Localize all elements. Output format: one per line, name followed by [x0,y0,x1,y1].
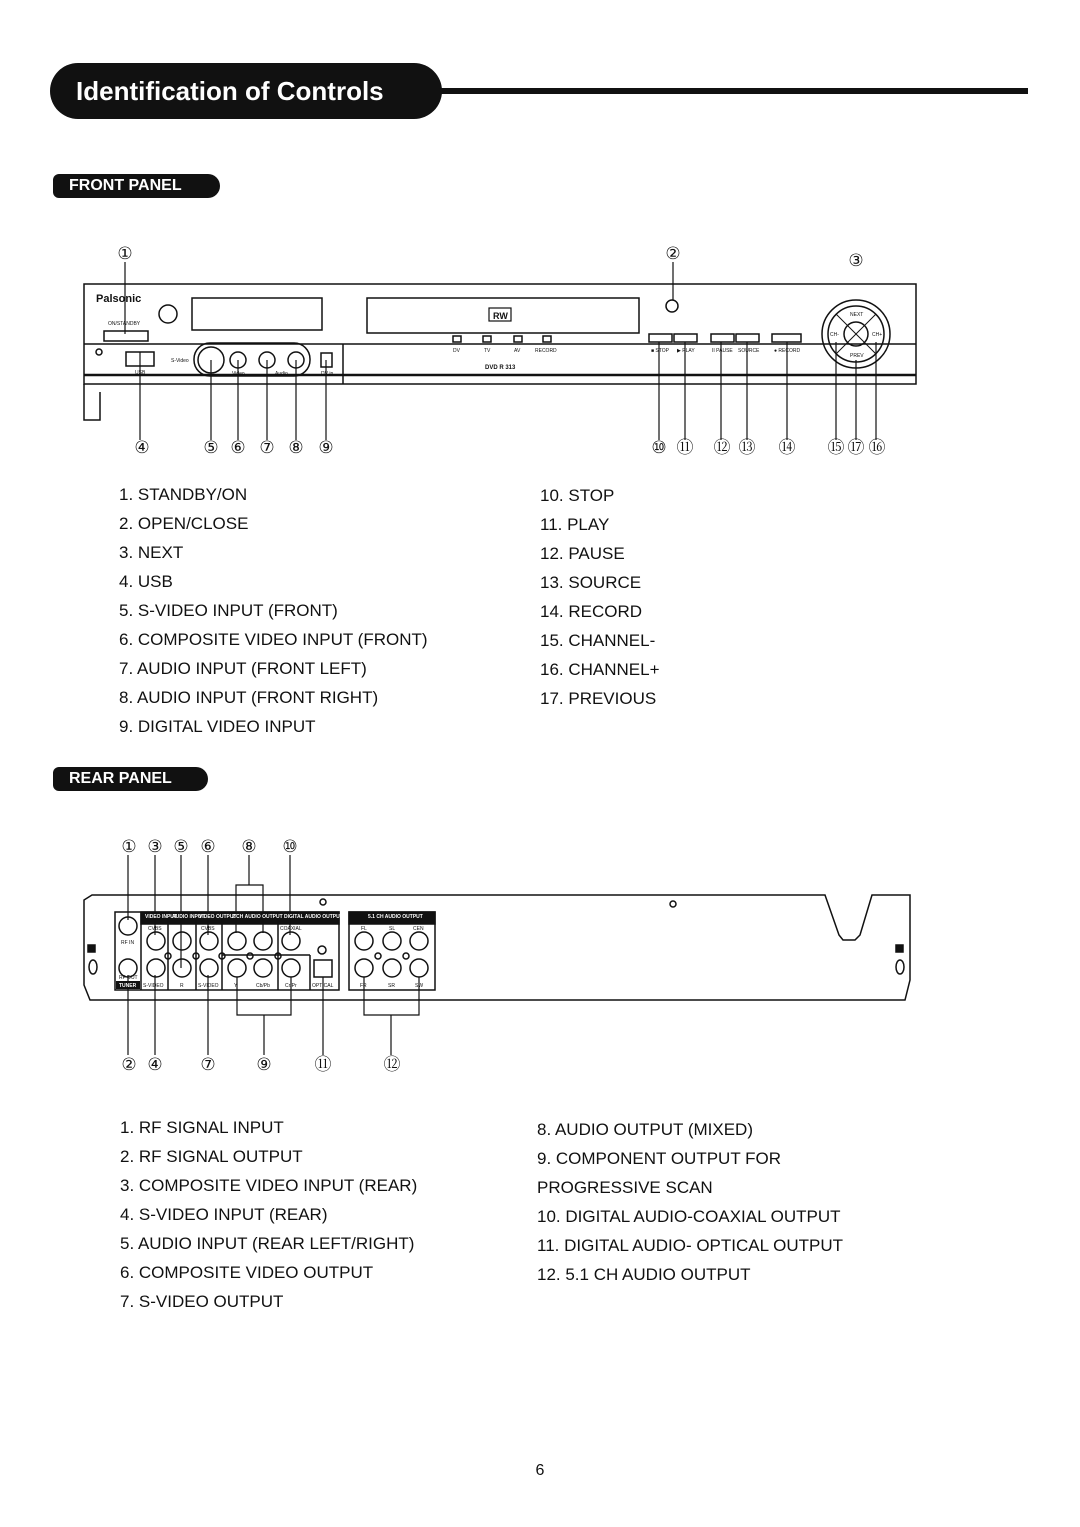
callout-front-2: ② [665,244,681,263]
rear-items-left [120,1113,417,1316]
label-51ch-audio: 5.1 CH AUDIO OUTPUT [368,914,423,920]
front-panel-diagram [0,0,1080,470]
label-cen: CEN [413,926,424,932]
label-y: Y [234,983,238,989]
callout-rear-8: ⑧ [241,837,257,856]
callout-front-17: ⑰ [847,438,865,457]
list-item: 15. CHANNEL- [540,631,656,650]
label-sl: SL [389,926,396,932]
label-cbpb: Cb/Pb [256,983,270,989]
label-dvin: DV in [321,371,334,377]
label-video-input: VIDEO INPUT [145,914,177,920]
callout-front-4: ④ [134,438,150,457]
list-item: 13. SOURCE [540,573,642,592]
list-item: 1. STANDBY/ON [119,485,248,504]
callout-rear-7: ⑦ [200,1055,216,1074]
callout-front-12: ⑫ [713,438,731,457]
front-items-right [540,481,660,713]
label-stop: ■ STOP [651,348,669,354]
label-standby: ON/STANDBY [108,321,141,327]
list-item: 10. STOP [540,486,615,505]
front-panel-heading: FRONT PANEL [53,174,220,198]
label-svideo-out: S-VIDEO [198,983,219,989]
list-item: 6. COMPOSITE VIDEO INPUT (FRONT) [119,630,428,649]
label-video: Video [232,371,245,377]
callout-front-15: ⑮ [827,438,845,457]
label-ch-plus: CH+ [872,332,883,338]
label-2ch-audio: 2 CH AUDIO OUTPUT [232,914,283,920]
page-title: Identification of Controls [50,63,442,119]
list-item: 3. NEXT [119,543,184,562]
model-label: DVD R 313 [485,365,516,371]
label-usb: USB [135,370,146,376]
list-item: 10. DIGITAL AUDIO-COAXIAL OUTPUT [537,1207,841,1226]
list-item: 7. S-VIDEO OUTPUT [120,1292,284,1311]
callout-rear-2: ② [121,1055,137,1074]
label-rf-in: RF IN [121,940,135,946]
list-item: 9. COMPONENT OUTPUT FOR [537,1149,782,1168]
callout-rear-5: ⑤ [173,837,189,856]
list-item: 4. S-VIDEO INPUT (REAR) [120,1205,328,1224]
brand-logo: Palsonic [96,293,142,305]
list-item: 12. 5.1 CH AUDIO OUTPUT [537,1265,751,1284]
callout-front-1: ① [117,244,133,263]
callout-front-10: ⑩ [651,438,667,457]
list-item: 14. RECORD [540,602,643,621]
callout-rear-12: ⑫ [383,1055,401,1074]
list-item: 11. PLAY [540,515,610,534]
front-items-left [119,480,428,741]
list-item: 3. COMPOSITE VIDEO INPUT (REAR) [120,1176,418,1195]
label-next: NEXT [850,312,864,318]
rw-logo: RW [493,311,508,321]
list-item: 2. RF SIGNAL OUTPUT [120,1147,303,1166]
callout-front-9: ⑨ [318,438,334,457]
label-cvbs-in: CVBS [148,926,162,932]
label-r: R [180,983,184,989]
list-item: 12. PAUSE [540,544,625,563]
callout-front-6: ⑥ [230,438,246,457]
label-svideo: S-Video [171,358,189,364]
callout-front-7: ⑦ [259,438,275,457]
label-fl: FL [361,926,367,932]
callout-front-5: ⑤ [203,438,219,457]
callout-front-8: ⑧ [288,438,304,457]
label-fr: FR [360,983,367,989]
list-item: 8. AUDIO INPUT (FRONT RIGHT) [119,688,379,707]
label-sr: SR [388,983,395,989]
rear-panel-heading: REAR PANEL [53,767,208,791]
callout-front-14: ⑭ [778,438,796,457]
label-video-output: VIDEO OUTPUT [199,914,237,920]
callout-rear-9: ⑨ [256,1055,272,1074]
label-svideo-in: S-VIDEO [143,983,164,989]
label-rf-out: RF OUT [119,975,138,981]
callout-front-16: ⑯ [868,438,886,457]
label-pause: II PAUSE [712,348,733,354]
label-record: ● RECORD [774,348,801,354]
list-item: 4. USB [119,572,173,591]
callout-front-13: ⑬ [738,438,756,457]
label-digital-audio: DIGITAL AUDIO OUTPUT [284,914,343,920]
callout-rear-11: ⑪ [314,1055,332,1074]
label-crpr: Cr/Pr [285,983,297,989]
label-dv: DV [453,348,460,354]
callout-rear-3: ③ [147,837,163,856]
label-source: SOURCE [738,348,760,354]
list-item: 5. AUDIO INPUT (REAR LEFT/RIGHT) [120,1234,415,1253]
page-number: 6 [535,1462,545,1479]
callout-front-11: ⑪ [676,438,694,457]
label-tv: TV [484,348,491,354]
rear-items-right [537,1115,843,1289]
list-item: 5. S-VIDEO INPUT (FRONT) [119,601,338,620]
label-record-led: RECORD [535,348,557,354]
list-item: 9. DIGITAL VIDEO INPUT [119,717,316,736]
label-av: AV [514,348,521,354]
rear-panel-diagram [0,820,1080,1080]
label-tuner: TUNER [119,983,137,989]
label-sw: SW [415,983,424,989]
list-item: 17. PREVIOUS [540,689,657,708]
list-item: 1. RF SIGNAL INPUT [120,1118,284,1137]
list-item: PROGRESSIVE SCAN [537,1178,713,1197]
list-item: 8. AUDIO OUTPUT (MIXED) [537,1120,753,1139]
callout-rear-1: ① [121,837,137,856]
list-item: 7. AUDIO INPUT (FRONT LEFT) [119,659,367,678]
label-prev: PREV [850,353,864,359]
callout-rear-4: ④ [147,1055,163,1074]
list-item: 11. DIGITAL AUDIO- OPTICAL OUTPUT [537,1236,844,1255]
list-item: 2. OPEN/CLOSE [119,514,249,533]
label-optical: OPTICAL [312,983,334,989]
label-audio: Audio [275,371,288,377]
callout-front-3: ③ [848,251,864,270]
list-item: 6. COMPOSITE VIDEO OUTPUT [120,1263,374,1282]
label-audio-input: AUDIO INPUT [172,914,205,920]
label-play: ▶ PLAY [677,348,695,354]
list-item: 16. CHANNEL+ [540,660,660,679]
callout-rear-6: ⑥ [200,837,216,856]
callout-rear-10: ⑩ [282,837,298,856]
label-cvbs-out: CVBS [201,926,215,932]
label-ch-minus: CH- [830,332,839,338]
label-coaxial: COAXIAL [280,926,302,932]
